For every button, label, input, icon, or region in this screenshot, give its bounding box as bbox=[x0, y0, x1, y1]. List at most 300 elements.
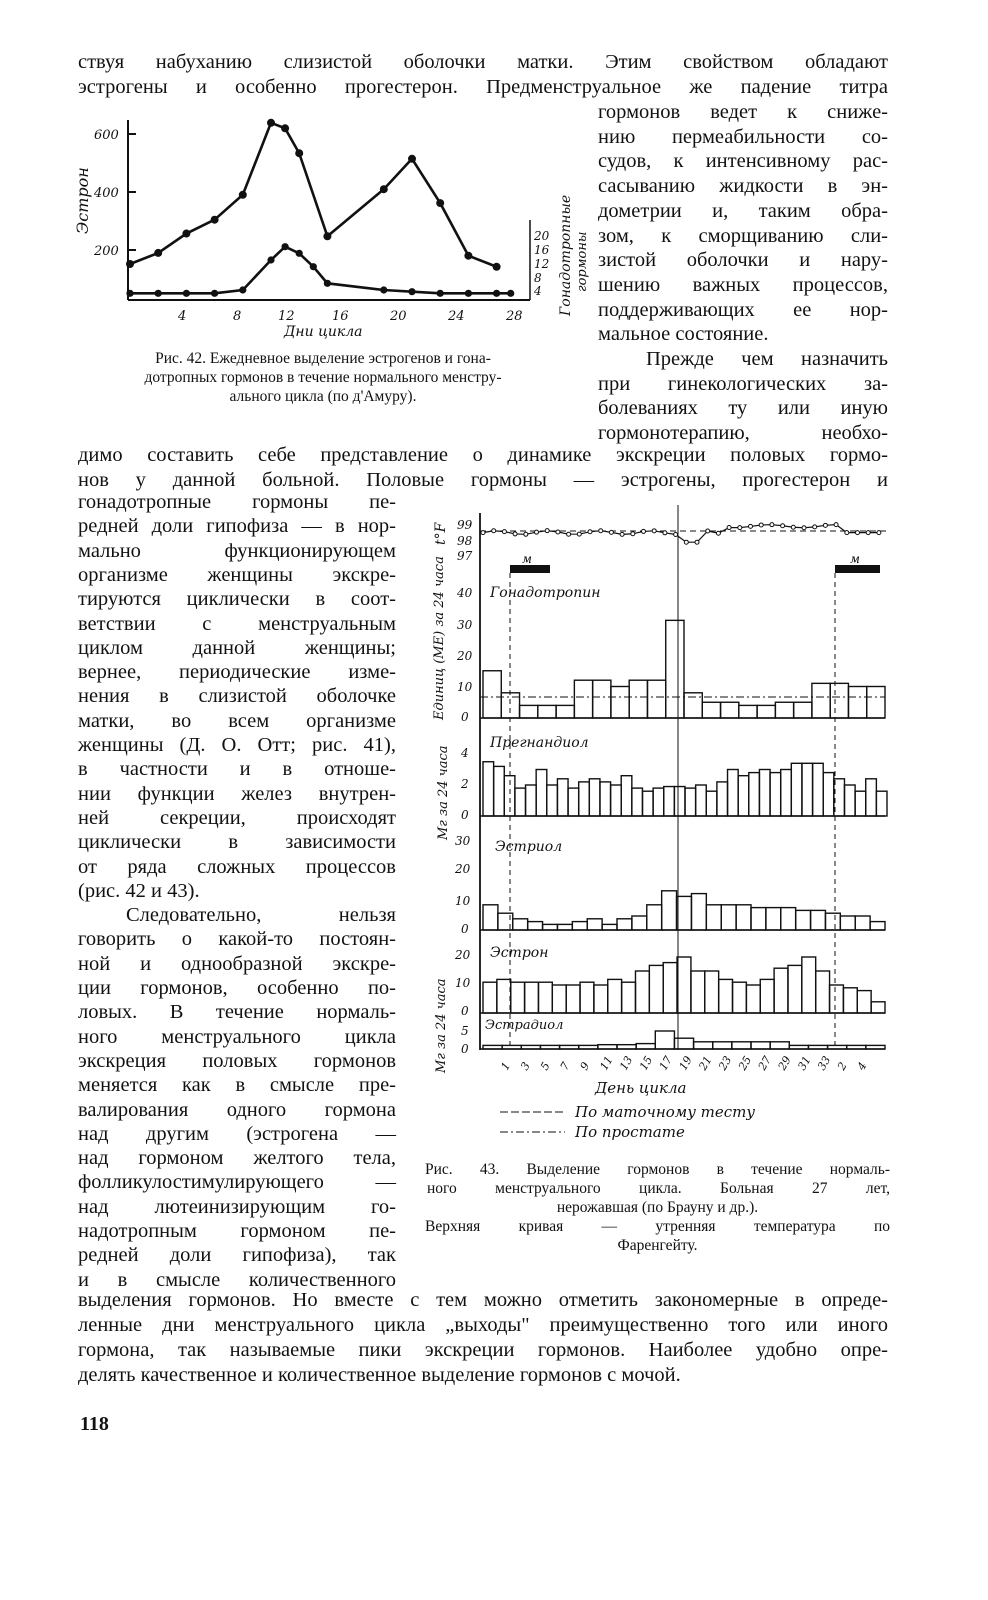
gonadotropin-bar bbox=[757, 705, 775, 718]
fig43-lower-ylabel: Мг за 24 часа bbox=[434, 978, 449, 1073]
pregnandiol-bar bbox=[664, 787, 675, 816]
svg-text:24: 24 bbox=[448, 309, 465, 324]
pregnandiol-bar bbox=[728, 770, 739, 817]
pregnandiol-bar bbox=[632, 788, 643, 816]
fig43-caption-line: Верхняя кривая — утренняя температура по bbox=[425, 1218, 890, 1235]
estrone-point bbox=[182, 230, 190, 238]
estrone-bar bbox=[746, 985, 760, 1013]
fig43-menses-bar bbox=[510, 565, 550, 573]
fig43-x-label: День цикла bbox=[595, 1079, 687, 1097]
gonadotropin-point bbox=[437, 290, 444, 297]
temperature-point bbox=[749, 524, 753, 528]
pregnandiol-bar bbox=[611, 785, 622, 816]
pregnandiol-bar bbox=[781, 770, 792, 817]
pregnandiol-bar bbox=[770, 773, 781, 816]
text-line: нения в слизистой оболочке bbox=[78, 685, 396, 708]
text-line: при гинекологических за- bbox=[598, 372, 888, 395]
temperature-point bbox=[620, 532, 624, 536]
estrone-point bbox=[323, 232, 331, 240]
text-line: сасыванию жидкости в эн- bbox=[598, 175, 888, 198]
text-line: гормонов ведет к сниже- bbox=[598, 101, 888, 123]
pregnandiol-bar bbox=[547, 785, 558, 816]
gonadotropin-bar bbox=[666, 620, 684, 718]
gonadotropin-point bbox=[183, 290, 190, 297]
estrone-point bbox=[239, 191, 247, 199]
fig43-x-tick: 5 bbox=[537, 1059, 553, 1073]
temperature-point bbox=[535, 530, 539, 534]
temperature-point bbox=[567, 532, 571, 536]
text-line: редней доли гипофиза), так bbox=[78, 1244, 396, 1267]
estrone-bar bbox=[525, 982, 539, 1013]
svg-text:4: 4 bbox=[461, 746, 469, 760]
svg-text:4: 4 bbox=[178, 309, 187, 324]
fig43-temp-tick: 97 bbox=[457, 549, 473, 563]
temperature-point bbox=[481, 531, 485, 535]
pregnandiol-bar bbox=[526, 785, 537, 816]
estrone-bar bbox=[538, 982, 552, 1013]
text-line: зом, к сморщиванию сли- bbox=[598, 224, 888, 247]
estriol-bar bbox=[870, 922, 885, 930]
estrone-point bbox=[211, 216, 219, 224]
estriol-bar bbox=[662, 891, 677, 930]
svg-text:8: 8 bbox=[534, 271, 542, 285]
text-line: над другим (эстрогена — bbox=[78, 1122, 396, 1145]
temperature-point bbox=[492, 529, 496, 533]
pregnandiol-bar bbox=[536, 770, 547, 817]
svg-text:20: 20 bbox=[390, 309, 407, 324]
gonadotropin-point bbox=[324, 280, 331, 287]
gonadotropin-bar bbox=[775, 702, 793, 718]
text-line: редней доли гипофиза — в нор- bbox=[78, 515, 396, 538]
estrone-bar bbox=[677, 957, 691, 1013]
fig43-x-tick: 1 bbox=[498, 1059, 514, 1073]
svg-text:16: 16 bbox=[332, 309, 349, 324]
estrone-bar bbox=[705, 971, 719, 1013]
fig42-right-label-1: Гонадотропные bbox=[558, 194, 574, 316]
text-line: экскреция половых гормонов bbox=[78, 1049, 396, 1072]
gonadotropin-bar bbox=[574, 680, 592, 718]
temperature-point bbox=[556, 530, 560, 534]
text-line: ней секреции, происходят bbox=[78, 806, 396, 829]
estriol-bar bbox=[796, 910, 811, 930]
gonadotropin-bar bbox=[629, 680, 647, 718]
pregnandiol-bar bbox=[706, 791, 717, 816]
fig43-preg-ticks bbox=[460, 746, 469, 822]
text-line: ствуя набуханию слизистой оболочки матки. Этим свойством обладают bbox=[78, 51, 888, 73]
pregnandiol-bar bbox=[483, 762, 494, 816]
gonadotropin-bar bbox=[556, 705, 574, 718]
temperature-point bbox=[663, 531, 667, 535]
temperature-point bbox=[802, 526, 806, 530]
estrone-bar bbox=[483, 982, 497, 1013]
pregnandiol-bar bbox=[557, 779, 568, 816]
svg-text:30: 30 bbox=[457, 618, 473, 632]
fig42-ytick-600: 600 bbox=[94, 128, 119, 143]
temperature-point bbox=[716, 531, 720, 535]
figure-42-chart bbox=[70, 112, 590, 344]
estriol-bar bbox=[513, 919, 528, 930]
svg-text:12: 12 bbox=[534, 257, 550, 271]
text-line: гонадотропные гормоны пе- bbox=[78, 491, 396, 513]
pregnandiol-bar bbox=[642, 791, 653, 816]
temperature-point bbox=[684, 540, 688, 544]
text-line: (рис. 42 и 43). bbox=[78, 879, 200, 902]
fig43-menses-label: м bbox=[850, 552, 860, 566]
gonadotropin-bar bbox=[593, 680, 611, 718]
temperature-point bbox=[588, 530, 592, 534]
svg-text:20: 20 bbox=[534, 229, 550, 243]
page-number: 118 bbox=[80, 1413, 109, 1435]
gonadotropin-bar bbox=[611, 687, 629, 719]
gonadotropin-bar bbox=[867, 687, 885, 719]
temperature-point bbox=[502, 530, 506, 534]
estriol-bar bbox=[617, 919, 632, 930]
pregnandiol-bar bbox=[876, 791, 887, 816]
text-line: женщины (Д. О. Отт; рис. 41), bbox=[78, 734, 396, 756]
estradiol-bar bbox=[751, 1042, 770, 1049]
temperature-point bbox=[545, 529, 549, 533]
fig43-caption-line: нерожавшая (по Брауну и др.). bbox=[556, 1199, 759, 1216]
estriol-bar bbox=[825, 913, 840, 930]
gonadotropin-point bbox=[126, 290, 133, 297]
temperature-point bbox=[609, 530, 613, 534]
text-line: Следовательно, нельзя bbox=[126, 904, 396, 927]
legend-prostate: По простате bbox=[575, 1123, 685, 1141]
fig43-x-tick: 7 bbox=[557, 1059, 573, 1073]
temperature-point bbox=[642, 529, 646, 533]
estrone-bar bbox=[663, 963, 677, 1013]
pregnandiol-bar bbox=[653, 788, 664, 816]
svg-text:12: 12 bbox=[278, 309, 295, 324]
temperature-point bbox=[834, 523, 838, 527]
svg-text:0: 0 bbox=[461, 808, 469, 822]
estriol-bar bbox=[736, 905, 751, 930]
estriol-bar bbox=[483, 905, 498, 930]
text-line: вернее, периодические изме- bbox=[78, 661, 396, 684]
gonadotropin-bar bbox=[520, 705, 538, 718]
fig43-caption-line: ного менструального цикла. Больная 27 лет, bbox=[427, 1180, 890, 1197]
svg-text:0: 0 bbox=[461, 1004, 469, 1018]
text-line: от ряда сложных процессов bbox=[78, 855, 396, 878]
fig43-x-tick: 31 bbox=[795, 1053, 814, 1073]
estriol-bar bbox=[498, 913, 513, 930]
estrone-bar bbox=[622, 982, 636, 1013]
estradiol-bar bbox=[636, 1044, 655, 1049]
fig43-preg-title: Прегнандиол bbox=[490, 735, 589, 751]
pregnandiol-bar bbox=[621, 776, 632, 816]
text-line: мальное состояние. bbox=[598, 323, 769, 346]
gonadotropin-line bbox=[130, 247, 511, 294]
estrone-point bbox=[436, 199, 444, 207]
pregnandiol-bar bbox=[844, 785, 855, 816]
pregnandiol-bar bbox=[802, 763, 813, 816]
gonadotropin-bar bbox=[538, 705, 556, 718]
fig43-x-tick: 25 bbox=[735, 1053, 755, 1073]
estrone-point bbox=[295, 149, 303, 157]
temperature-point bbox=[631, 532, 635, 536]
estrone-point bbox=[408, 155, 416, 163]
estriol-bar bbox=[855, 916, 870, 930]
gonadotropin-point bbox=[507, 290, 514, 297]
fig43-x-tick: 11 bbox=[597, 1053, 616, 1073]
fig42-y-ticks bbox=[128, 134, 136, 250]
estradiol-bar bbox=[770, 1042, 789, 1049]
gonadotropin-bar bbox=[647, 680, 665, 718]
estrone-bar bbox=[760, 979, 774, 1013]
estrone-bar bbox=[788, 965, 802, 1013]
estriol-bar bbox=[543, 924, 558, 930]
fig43-x-tick: 4 bbox=[854, 1059, 870, 1073]
text-line: матки, во всем организме bbox=[78, 709, 396, 732]
svg-text:10: 10 bbox=[455, 894, 471, 908]
svg-text:4: 4 bbox=[534, 284, 542, 298]
temperature-point bbox=[856, 531, 860, 535]
estrone-bar bbox=[816, 971, 830, 1013]
gonadotropin-bar bbox=[848, 687, 866, 719]
estriol-bar bbox=[766, 908, 781, 930]
text-line: выделения гормонов. Но вместе с тем можно отметить закономерные в опреде- bbox=[78, 1289, 888, 1311]
fig42-right-ticks bbox=[533, 229, 550, 298]
gonadotropin-point bbox=[310, 263, 317, 270]
estradiol-bar bbox=[732, 1042, 751, 1049]
text-line: нии функции желез внутрен- bbox=[78, 782, 396, 805]
pregnandiol-bar bbox=[600, 782, 611, 816]
text-line: надотропным гормоном пе- bbox=[78, 1220, 396, 1242]
estrone-bar bbox=[719, 979, 733, 1013]
estrone-line bbox=[130, 123, 497, 267]
svg-text:40: 40 bbox=[457, 586, 473, 600]
estradiol-bar bbox=[694, 1042, 713, 1049]
estriol-bar bbox=[840, 916, 855, 930]
pregnandiol-bar bbox=[674, 787, 685, 816]
fig43-x-tick: 27 bbox=[755, 1053, 774, 1073]
gonadotropin-bar bbox=[830, 683, 848, 718]
estriol-bar bbox=[572, 922, 587, 930]
estrone-bar bbox=[733, 982, 747, 1013]
fig43-x-tick: 3 bbox=[518, 1059, 533, 1073]
fig43-x-tick: 9 bbox=[577, 1059, 593, 1073]
temperature-point bbox=[770, 523, 774, 527]
gonadotropin-bar bbox=[721, 702, 739, 718]
figure-43-caption bbox=[425, 1160, 890, 1255]
svg-text:8: 8 bbox=[233, 309, 242, 324]
fig42-caption-line: Рис. 42. Ежедневное выделение эстрогенов и гона- bbox=[155, 350, 491, 367]
svg-text:5: 5 bbox=[461, 1024, 469, 1038]
text-line: ного менструального цикла bbox=[78, 1025, 396, 1048]
gonadotropin-point bbox=[296, 250, 303, 257]
figure-43-chart bbox=[425, 505, 895, 1150]
pregnandiol-bar bbox=[866, 779, 877, 816]
gonadotropin-point bbox=[465, 290, 472, 297]
temperature-point bbox=[781, 524, 785, 528]
fig43-estradiol-ticks bbox=[461, 1024, 469, 1056]
svg-text:20: 20 bbox=[455, 948, 471, 962]
svg-text:2: 2 bbox=[461, 777, 469, 791]
fig43-estriol-title: Эстриол bbox=[495, 839, 563, 855]
text-line: гормона, так называемые пики экскреции гормонов. Наиболее удобно опре- bbox=[78, 1339, 888, 1361]
gonadotropin-point bbox=[267, 256, 274, 263]
estrone-point bbox=[493, 263, 501, 271]
estrone-bar bbox=[843, 988, 857, 1013]
estrone-bar bbox=[566, 985, 580, 1013]
text-line: судов, к интенсивному рас- bbox=[598, 150, 888, 173]
figure-42-caption bbox=[76, 349, 570, 406]
fig43-menses-bar bbox=[835, 565, 880, 573]
gonadotropin-bar bbox=[812, 683, 830, 718]
text-line: шению важных процессов, bbox=[598, 273, 888, 296]
fig43-x-tick: 19 bbox=[676, 1053, 695, 1073]
estrone-bar bbox=[649, 965, 663, 1013]
estriol-bar bbox=[557, 924, 572, 930]
fig43-menses-label: м bbox=[522, 552, 532, 566]
estrone-point bbox=[126, 260, 134, 268]
temperature-curve bbox=[483, 525, 879, 543]
temperature-point bbox=[845, 531, 849, 535]
estrone-point bbox=[281, 124, 289, 132]
svg-text:10: 10 bbox=[455, 976, 471, 990]
pregnandiol-bar bbox=[696, 785, 707, 816]
gonadotropin-bar bbox=[739, 705, 757, 718]
text-line: валирования одного гормона bbox=[78, 1098, 396, 1121]
fig43-x-tick: 15 bbox=[636, 1053, 656, 1073]
estrone-bar bbox=[830, 985, 844, 1013]
svg-text:20: 20 bbox=[457, 649, 473, 663]
estrone-bar bbox=[691, 971, 705, 1013]
text-line: говорить о какой-то постоян- bbox=[78, 928, 396, 951]
temperature-point bbox=[877, 531, 881, 535]
estriol-bar bbox=[751, 908, 766, 930]
svg-text:20: 20 bbox=[455, 862, 471, 876]
estriol-bar bbox=[632, 916, 647, 930]
estriol-bar bbox=[706, 905, 721, 930]
text-line: циклом данной женщины; bbox=[78, 636, 396, 659]
pregnandiol-bar bbox=[759, 770, 770, 817]
estrone-bar bbox=[594, 985, 608, 1013]
fig43-temp-label: t°F bbox=[433, 522, 449, 545]
estrone-bar bbox=[511, 982, 525, 1013]
fig43-caption-line: Рис. 43. Выделение гормонов в течение нормаль- bbox=[425, 1161, 890, 1178]
temperature-point bbox=[791, 525, 795, 529]
estriol-bar bbox=[811, 910, 826, 930]
estrone-bar bbox=[497, 979, 511, 1013]
text-line: ленные дни менструального цикла „выходы" преимущественно того или иного bbox=[78, 1314, 888, 1336]
estrone-bar bbox=[552, 985, 566, 1013]
text-line: над гормоном желтого тела, bbox=[78, 1147, 396, 1170]
fig43-preg-ylabel: Мг за 24 часа bbox=[436, 745, 451, 840]
estrone-bar bbox=[871, 1002, 885, 1013]
temperature-point bbox=[513, 532, 517, 536]
fig42-caption-line: дотропных гормонов в течение нормального менстру- bbox=[144, 369, 502, 386]
pregnandiol-bar bbox=[813, 763, 824, 816]
fig42-ytick-200: 200 bbox=[94, 244, 119, 259]
temperature-point bbox=[674, 532, 678, 536]
pregnandiol-bar bbox=[855, 791, 866, 816]
text-line: ной и однообразной экскре- bbox=[78, 952, 396, 975]
gonadotropin-point bbox=[380, 286, 387, 293]
svg-text:0: 0 bbox=[461, 1042, 469, 1056]
text-line: зистой оболочки и нару- bbox=[598, 249, 888, 272]
fig43-temp-tick: 98 bbox=[457, 534, 473, 548]
estrone-point bbox=[154, 249, 162, 257]
fig42-x-ticks bbox=[177, 309, 523, 324]
pregnandiol-bar bbox=[568, 788, 579, 816]
svg-text:16: 16 bbox=[534, 243, 550, 257]
gonadotropin-point bbox=[155, 290, 162, 297]
text-line: и в смысле количественного bbox=[78, 1268, 396, 1291]
temperature-point bbox=[738, 526, 742, 530]
fig43-caption-line: Фаренгейту. bbox=[617, 1237, 698, 1254]
fig43-gon-ticks bbox=[456, 586, 473, 724]
text-line: Прежде чем назначить bbox=[646, 348, 888, 370]
fig42-right-label-2: гормоны bbox=[575, 231, 590, 292]
pregnandiol-bar bbox=[823, 773, 834, 816]
pregnandiol-bar bbox=[791, 763, 802, 816]
text-line: меняется как в смысле пре- bbox=[78, 1074, 396, 1097]
fig42-x-label: Дни цикла bbox=[284, 324, 363, 340]
estrone-bar bbox=[635, 971, 649, 1013]
pregnandiol-bar bbox=[685, 788, 696, 816]
temperature-point bbox=[652, 529, 656, 533]
text-line: поддерживающих ее нор- bbox=[598, 298, 888, 321]
text-line: дометрии и, таким обра- bbox=[598, 199, 888, 222]
temperature-point bbox=[866, 531, 870, 535]
fig43-x-tick: 21 bbox=[696, 1053, 715, 1073]
svg-text:0: 0 bbox=[461, 710, 469, 724]
estrone-bar bbox=[857, 991, 871, 1013]
temperature-point bbox=[695, 540, 699, 544]
estrone-bar bbox=[774, 968, 788, 1013]
fig42-y-label: Эстрон bbox=[73, 167, 92, 234]
estrone-point bbox=[464, 252, 472, 260]
estriol-bar bbox=[677, 896, 692, 930]
estrone-bar bbox=[802, 957, 816, 1013]
temperature-point bbox=[599, 529, 603, 533]
text-line: организме женщины экскре- bbox=[78, 563, 396, 586]
gonadotropin-point bbox=[239, 286, 246, 293]
text-line: болеваниях ту или иную bbox=[598, 397, 888, 420]
gonadotropin-point bbox=[282, 243, 289, 250]
fig43-estriol-ticks bbox=[454, 834, 471, 936]
temperature-point bbox=[823, 523, 827, 527]
estrone-point bbox=[267, 119, 275, 127]
fig43-estradiol-title: Эстрадиол bbox=[485, 1018, 564, 1033]
pregnandiol-bar bbox=[589, 779, 600, 816]
estriol-bar bbox=[587, 919, 602, 930]
text-line: мально функционирующем bbox=[78, 539, 396, 562]
pregnandiol-bar bbox=[749, 773, 760, 816]
text-line: нию пермеабильности со- bbox=[598, 125, 888, 148]
svg-text:30: 30 bbox=[455, 834, 471, 848]
text-line: гормонотерапию, необхо- bbox=[598, 422, 888, 445]
gonadotropin-bar bbox=[794, 702, 812, 718]
text-line: эстрогены и особенно прогестерон. Предменструальное же падение титра bbox=[78, 76, 888, 98]
text-line: ветствии с менструальным bbox=[78, 612, 396, 635]
pregnandiol-bar bbox=[717, 782, 728, 816]
estrone-bar bbox=[580, 982, 594, 1013]
estriol-bar bbox=[721, 905, 736, 930]
estriol-bar bbox=[528, 922, 543, 930]
text-line: над лютеинизирующим го- bbox=[78, 1195, 396, 1218]
temperature-point bbox=[706, 529, 710, 533]
pregnandiol-bar bbox=[515, 788, 526, 816]
fig43-gon-title: Гонадотропин bbox=[490, 585, 601, 601]
estriol-bar bbox=[647, 905, 662, 930]
text-line: циклически в зависимости bbox=[78, 831, 396, 854]
pregnandiol-bar bbox=[494, 766, 505, 816]
temperature-point bbox=[813, 525, 817, 529]
text-line: нов у данной больной. Половые гормоны — эстрогены, прогестерон и bbox=[78, 469, 888, 491]
fig43-x-tick: 29 bbox=[775, 1053, 794, 1073]
